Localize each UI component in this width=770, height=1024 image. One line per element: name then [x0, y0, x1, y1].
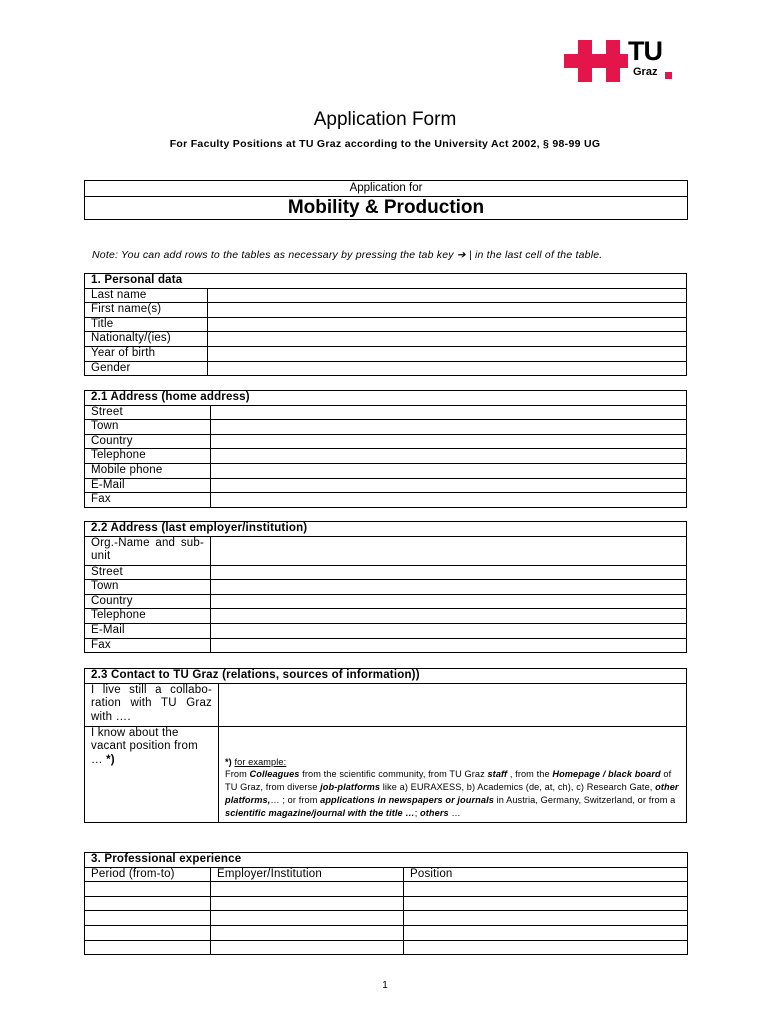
- employer-input[interactable]: [211, 925, 404, 940]
- home-fax-input[interactable]: [211, 493, 687, 508]
- employer-street-input[interactable]: [211, 565, 687, 580]
- field-label: Country: [85, 434, 211, 449]
- table-row: [85, 896, 688, 911]
- employer-address-heading: 2.2 Address (last employer/institution): [85, 522, 687, 537]
- tu-graz-logo: [562, 36, 680, 82]
- year-of-birth-input[interactable]: [208, 346, 687, 361]
- example-text: From Colleagues from the scientific community, from TU Graz staff , from the Homepage / black board of TU Graz, from diverse job-platforms like a) EURAXESS, b) Academics (de, at, ch), c) Research Gate, other platforms,… ; or from applications in newspapers or journals in Austria, Germany, Switzerland, or from a scientific magazine/journal with the title …; others …: [225, 769, 679, 818]
- position-input[interactable]: [404, 896, 688, 911]
- page-number: 1: [382, 980, 388, 991]
- logo-tu-text: TU: [628, 36, 662, 66]
- example-heading: *) for example:: [225, 756, 287, 767]
- table-row: [85, 882, 688, 897]
- column-header-period: Period (from-to): [85, 867, 211, 882]
- employer-input[interactable]: [211, 882, 404, 897]
- first-names-input[interactable]: [208, 303, 687, 318]
- field-label: Telephone: [85, 609, 211, 624]
- title-input[interactable]: [208, 317, 687, 332]
- field-label: I know about the vacant position from … *): [85, 726, 219, 822]
- position-input[interactable]: [404, 882, 688, 897]
- field-label: Country: [85, 594, 211, 609]
- period-input[interactable]: [85, 925, 211, 940]
- home-country-input[interactable]: [211, 434, 687, 449]
- table-note: Note: You can add rows to the tables as necessary by pressing the tab key ➔ | in the last cell of the table.: [92, 249, 603, 261]
- position-input[interactable]: [404, 925, 688, 940]
- field-label: Fax: [85, 638, 211, 653]
- home-address-table: [84, 390, 687, 508]
- logo-graz-text: Graz: [633, 66, 658, 78]
- column-header-employer: Employer/Institution: [211, 867, 404, 882]
- position-title: Mobility & Production: [84, 196, 688, 220]
- field-label: Telephone: [85, 449, 211, 464]
- page-title: Application Form: [313, 109, 457, 130]
- last-name-input[interactable]: [208, 288, 687, 303]
- experience-heading: 3. Professional experience: [85, 853, 688, 868]
- experience-table: [84, 852, 688, 955]
- employer-input[interactable]: [211, 911, 404, 926]
- page-subtitle: For Faculty Positions at TU Graz according to the University Act 2002, § 98-99 UG: [169, 138, 601, 150]
- column-header-position: Position: [404, 867, 688, 882]
- period-input[interactable]: [85, 896, 211, 911]
- employer-telephone-input[interactable]: [211, 609, 687, 624]
- table-row: [85, 911, 688, 926]
- period-input[interactable]: [85, 940, 211, 955]
- field-label: Gender: [85, 361, 208, 376]
- home-street-input[interactable]: [211, 405, 687, 420]
- period-input[interactable]: [85, 882, 211, 897]
- field-label: Town: [85, 420, 211, 435]
- field-label: Last name: [85, 288, 208, 303]
- employer-input[interactable]: [211, 896, 404, 911]
- home-address-heading: 2.1 Address (home address): [85, 391, 687, 406]
- home-telephone-input[interactable]: [211, 449, 687, 464]
- field-label: E-Mail: [85, 478, 211, 493]
- information-source-input[interactable]: [219, 726, 687, 822]
- personal-data-table: [84, 273, 687, 376]
- gender-input[interactable]: [208, 361, 687, 376]
- field-label: First name(s): [85, 303, 208, 318]
- field-label: Street: [85, 565, 211, 580]
- nationality-input[interactable]: [208, 332, 687, 347]
- home-email-input[interactable]: [211, 478, 687, 493]
- table-row: [85, 925, 688, 940]
- employer-fax-input[interactable]: [211, 638, 687, 653]
- position-input[interactable]: [404, 940, 688, 955]
- employer-input[interactable]: [211, 940, 404, 955]
- field-label: Fax: [85, 493, 211, 508]
- personal-data-heading: 1. Personal data: [85, 274, 687, 289]
- field-label: Org.-Name and sub-unit: [85, 536, 211, 565]
- field-label: Mobile phone: [85, 463, 211, 478]
- contact-table: [84, 668, 687, 823]
- field-label: E-Mail: [85, 623, 211, 638]
- field-label: Year of birth: [85, 346, 208, 361]
- field-label: Street: [85, 405, 211, 420]
- field-label: Town: [85, 580, 211, 595]
- position-input[interactable]: [404, 911, 688, 926]
- home-town-input[interactable]: [211, 420, 687, 435]
- employer-email-input[interactable]: [211, 623, 687, 638]
- application-for-label: Application for: [84, 180, 688, 197]
- home-mobile-input[interactable]: [211, 463, 687, 478]
- field-label: I live still a collabo-ration with TU Graz with ….: [85, 683, 219, 726]
- collaboration-input[interactable]: [219, 683, 687, 726]
- field-label: Title: [85, 317, 208, 332]
- employer-country-input[interactable]: [211, 594, 687, 609]
- field-label: Nationalty/(ies): [85, 332, 208, 347]
- contact-heading: 2.3 Contact to TU Graz (relations, sources of information)): [85, 669, 687, 684]
- period-input[interactable]: [85, 911, 211, 926]
- table-row: [85, 940, 688, 955]
- org-name-input[interactable]: [211, 536, 687, 565]
- employer-town-input[interactable]: [211, 580, 687, 595]
- employer-address-table: [84, 521, 687, 653]
